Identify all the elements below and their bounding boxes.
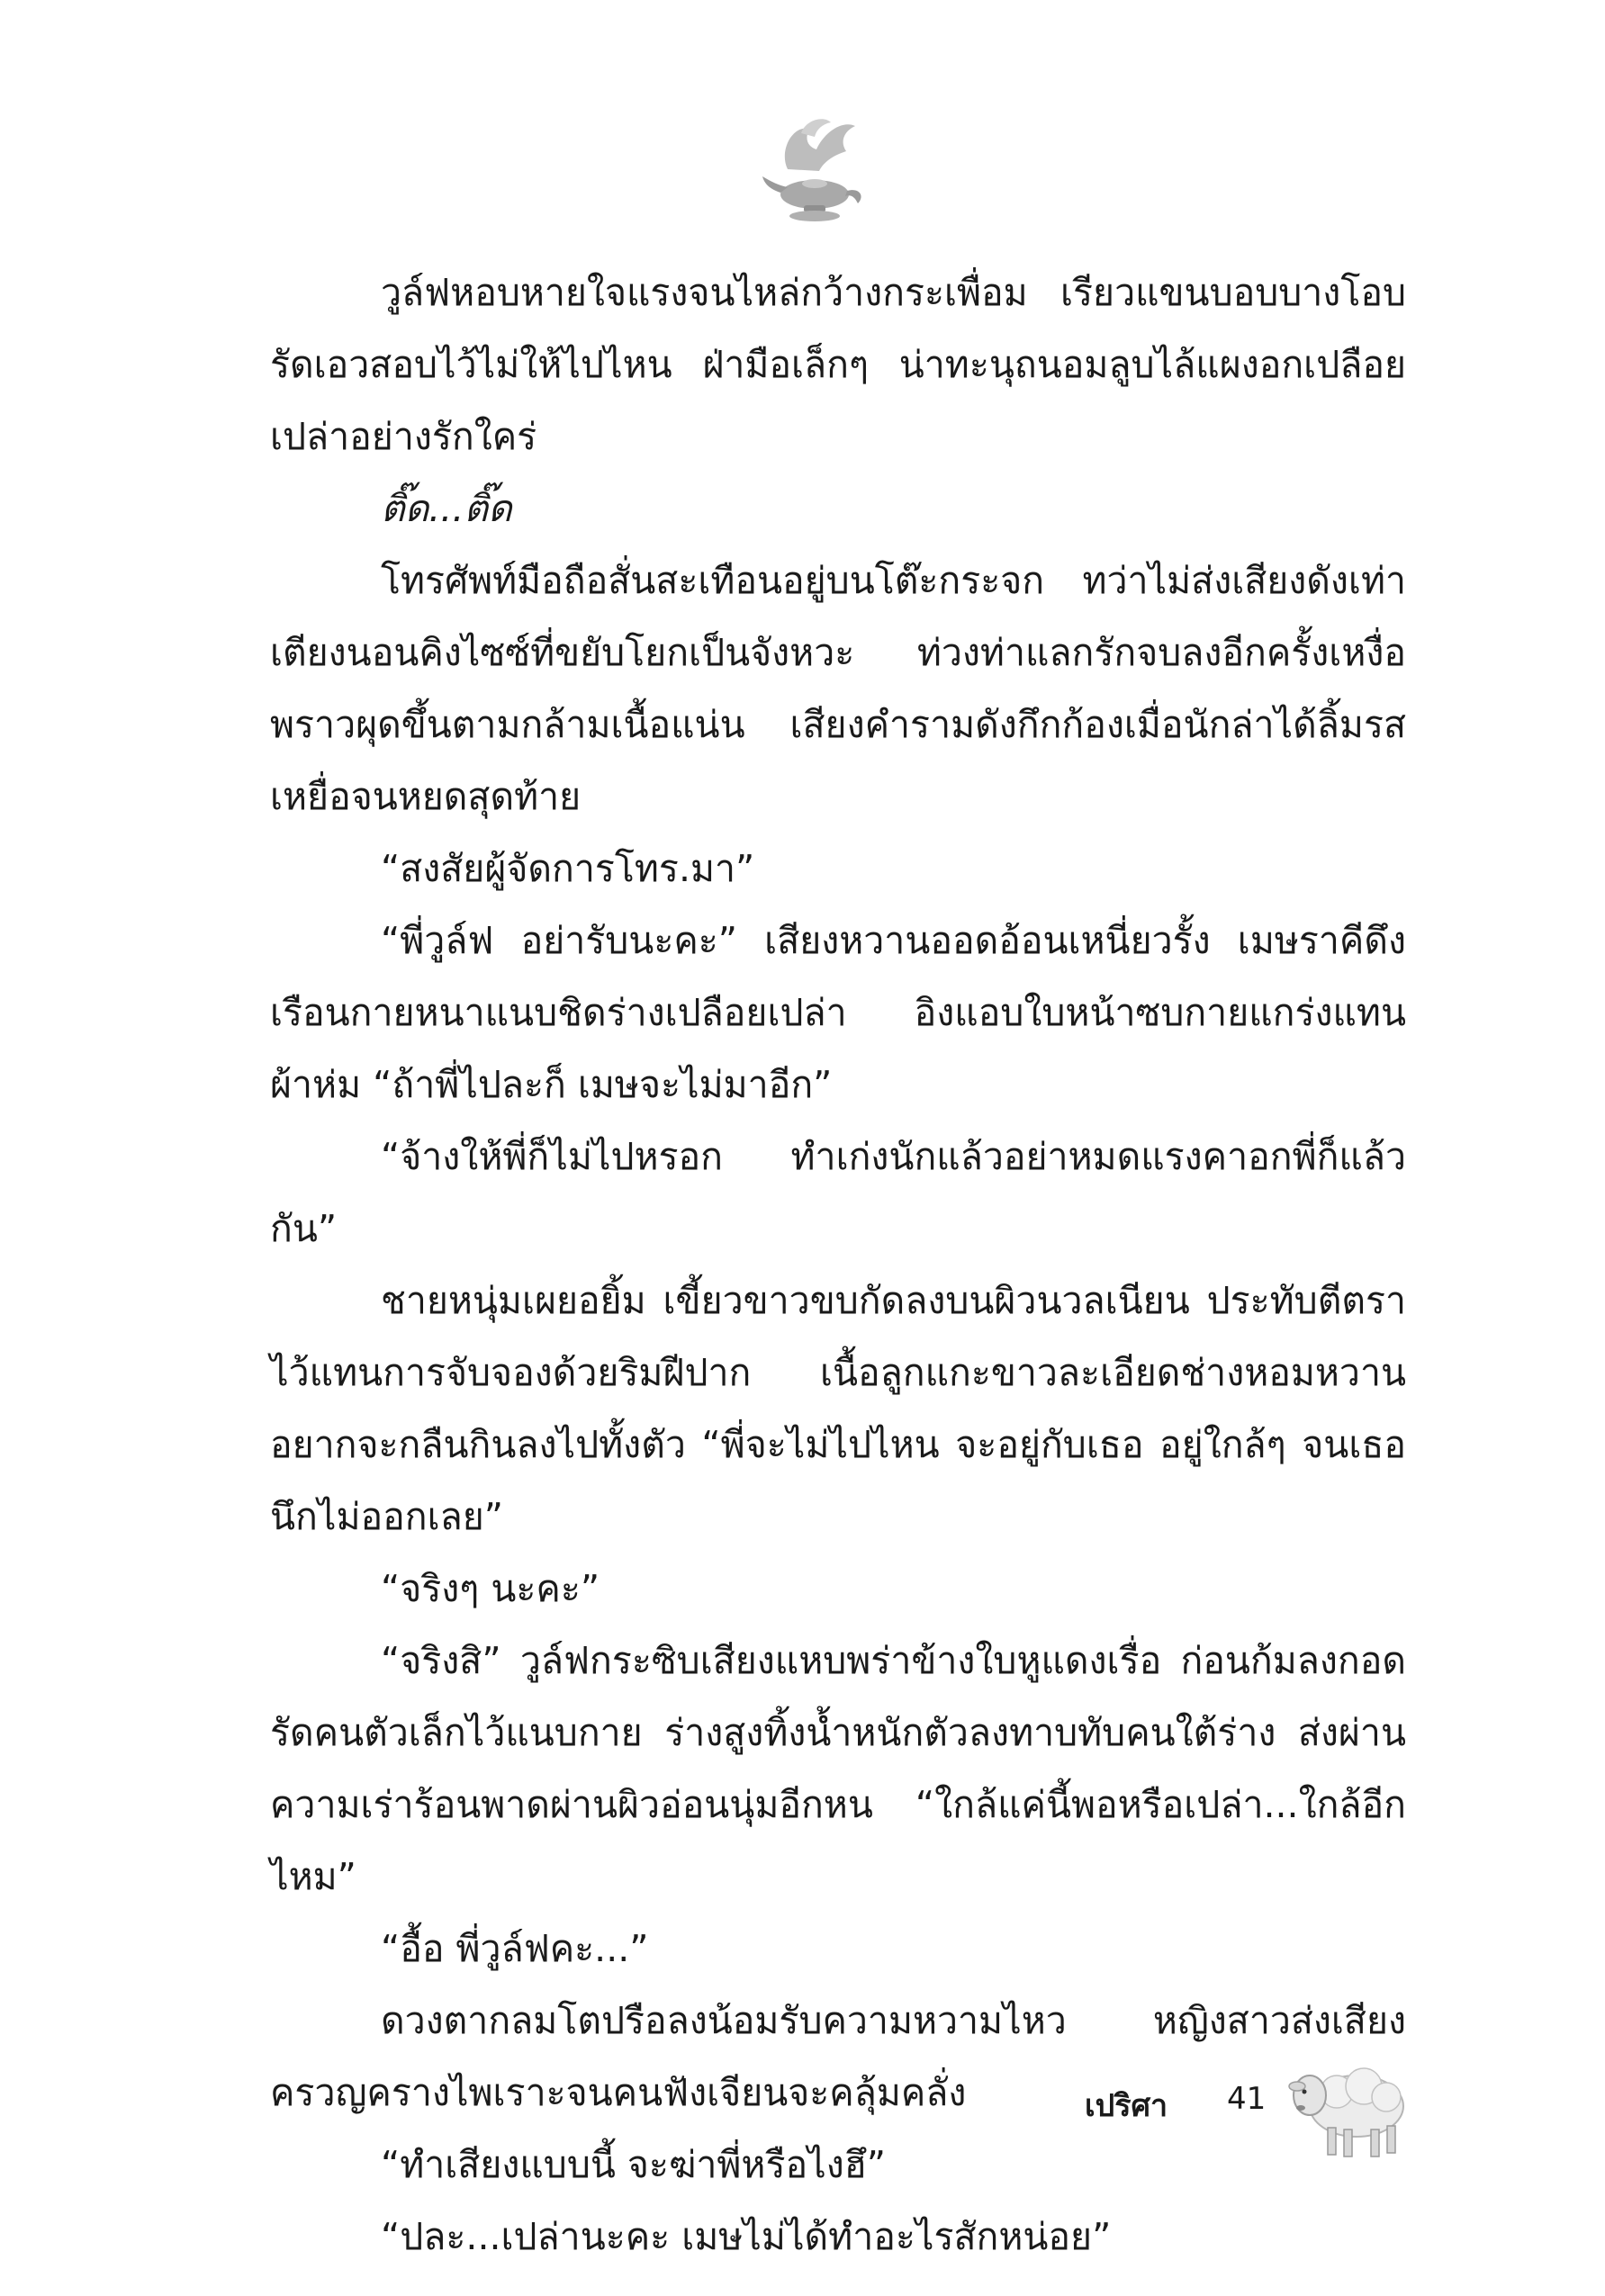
paragraph: “สงสัยผู้จัดการโทร.มา” [381, 847, 755, 890]
paragraph: “ปละ...เปล่านะคะ เมษไม่ได้ทำอะไรสักหน่อย” [381, 2215, 1112, 2258]
page-number: 41 [1227, 2081, 1267, 2117]
paragraph: ดวงตากลมโตปรือลงน้อมรับความหวามไหว หญิงสาวส่งเสียงครวญครางไพเราะจนคนฟังเจียนจะคลุ้มคลั่ง [270, 1999, 1406, 2114]
sheep-icon [1283, 2045, 1418, 2162]
sound-effect-text: ติ๊ด...ติ๊ด [381, 487, 512, 530]
genie-lamp-icon [761, 106, 869, 232]
paragraph: “จ้างให้พี่ก็ไม่ไปหรอก ทำเก่งนักแล้วอย่าหมดแรงคาอกพี่ก็แล้วกัน” [270, 1135, 1406, 1250]
paragraph: ชายหนุ่มเผยอยิ้ม เขี้ยวขาวขบกัดลงบนผิวนวลเนียน ประทับตีตราไว้แทนการจับจองด้วยริมฝีปาก เนื้อลูกแกะขาวละเอียดช่างหอมหวานอยากจะกลืนกินลงไปทั้งตัว “พี่จะไม่ไปไหน จะอยู่กับเธอ อยู่ใกล้ๆ จนเธอนึกไม่ออกเลย” [270, 1279, 1406, 1538]
paragraph: “ทำเสียงแบบนี้ จะฆ่าพี่หรือไงฮึ” [381, 2143, 887, 2186]
paragraph: “อื้อ พี่วูล์ฟคะ...” [381, 1927, 649, 1970]
paragraph: โทรศัพท์มือถือสั่นสะเทือนอยู่บนโต๊ะกระจก ทว่าไม่ส่งเสียงดังเท่าเตียงนอนคิงไซซ์ที่ขยับโยกเป็นจังหวะ ท่วงท่าแลกรักจบลงอีกครั้งเหงื่อพราวผุดขึ้นตามกล้ามเนื้อแน่น เสียงคำรามดังกึกก้องเมื่อนักล่าได้ลิ้มรสเหยื่อจนหยดสุดท้าย [270, 559, 1406, 818]
paragraph: วูล์ฟหอบหายใจแรงจนไหล่กว้างกระเพื่อม เรียวแขนบอบบางโอบรัดเอวสอบไว้ไม่ให้ไปไหน ฝ่ามือเล็กๆ น่าทะนุถนอมลูบไล้แผงอกเปลือยเปล่าอย่างรักใคร่ [270, 271, 1406, 458]
paragraph: “จริงๆ นะคะ” [381, 1567, 600, 1610]
paragraph: “พี่วูล์ฟ อย่ารับนะคะ” เสียงหวานออดอ้อนเหนี่ยวรั้ง เมษราคีดึงเรือนกายหนาแนบชิดร่างเปลือยเปล่า อิงแอบใบหน้าซบกายแกร่งแทนผ้าห่ม “ถ้าพี่ไปละก็ เมษจะไม่มาอีก” [270, 919, 1406, 1106]
paragraph: “จริงสิ” วูล์ฟกระซิบเสียงแหบพร่าข้างใบหูแดงเรื่อ ก่อนก้มลงกอดรัดคนตัวเล็กไว้แนบกาย ร่างสูงทิ้งน้ำหนักตัวลงทาบทับคนใต้ร่าง ส่งผ่านความเร่าร้อนพาดผ่านผิวอ่อนนุ่มอีกหน “ใกล้แค่นี้พอหรือเปล่า...ใกล้อีกไหม” [270, 1639, 1406, 1898]
book-title: เปริศา [1085, 2088, 1168, 2124]
body-text [270, 257, 1406, 2273]
